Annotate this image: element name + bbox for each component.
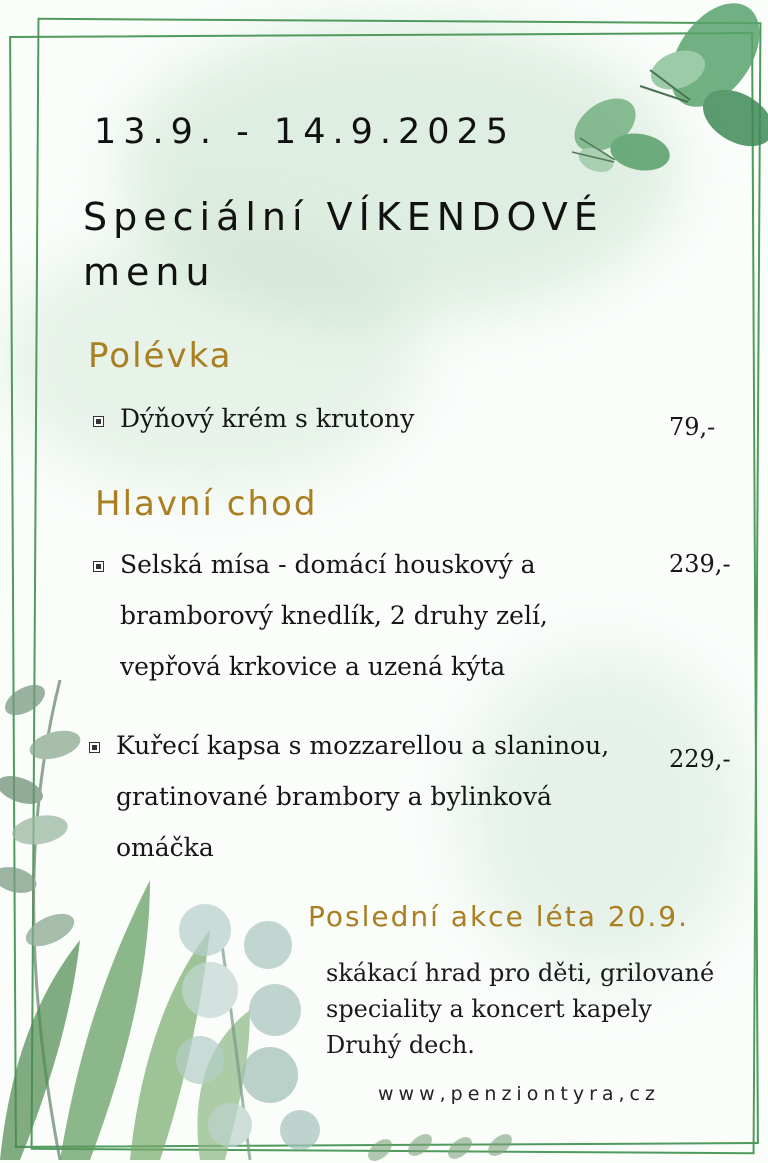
- menu-item-line: omáčka: [116, 833, 214, 862]
- menu-item-price: 79,-: [669, 413, 716, 441]
- menu-item-price: 239,-: [669, 550, 731, 578]
- section-heading-soup: Polévka: [88, 336, 233, 376]
- menu-date: 13.9. - 14.9.2025: [94, 112, 516, 152]
- menu-item-line: bramborový knedlík, 2 druhy zelí,: [120, 601, 548, 630]
- menu-item-line: vepřová krkovice a uzená kýta: [120, 652, 506, 681]
- website-link[interactable]: www,penziontyra,cz: [378, 1083, 660, 1105]
- event-heading: Poslední akce léta 20.9.: [308, 900, 689, 933]
- fern-leaves: [364, 1130, 516, 1163]
- event-line: skákací hrad pro děti, grilované: [326, 959, 715, 987]
- bullet-icon: [89, 742, 100, 753]
- event-description: [326, 955, 746, 1063]
- menu-item-line: Selská mísa - domácí houskový a: [120, 550, 536, 579]
- section-heading-main: Hlavní chod: [95, 484, 318, 524]
- bullet-icon: [93, 561, 104, 572]
- event-line: Druhý dech.: [326, 1031, 475, 1059]
- menu-item-line: gratinované brambory a bylinková: [116, 782, 552, 811]
- menu-item-price: 229,-: [669, 745, 731, 773]
- butterfly-icon: [565, 87, 673, 176]
- menu-title: Speciální VÍKENDOVÉ menu: [83, 195, 604, 294]
- butterfly-icon: [640, 0, 768, 158]
- event-line: speciality a koncert kapely: [326, 995, 652, 1023]
- menu-item-line: Kuřecí kapsa s mozzarellou a slaninou,: [116, 731, 610, 760]
- menu-item-text: Dýňový krém s krutony: [120, 404, 415, 433]
- bullet-icon: [93, 416, 104, 427]
